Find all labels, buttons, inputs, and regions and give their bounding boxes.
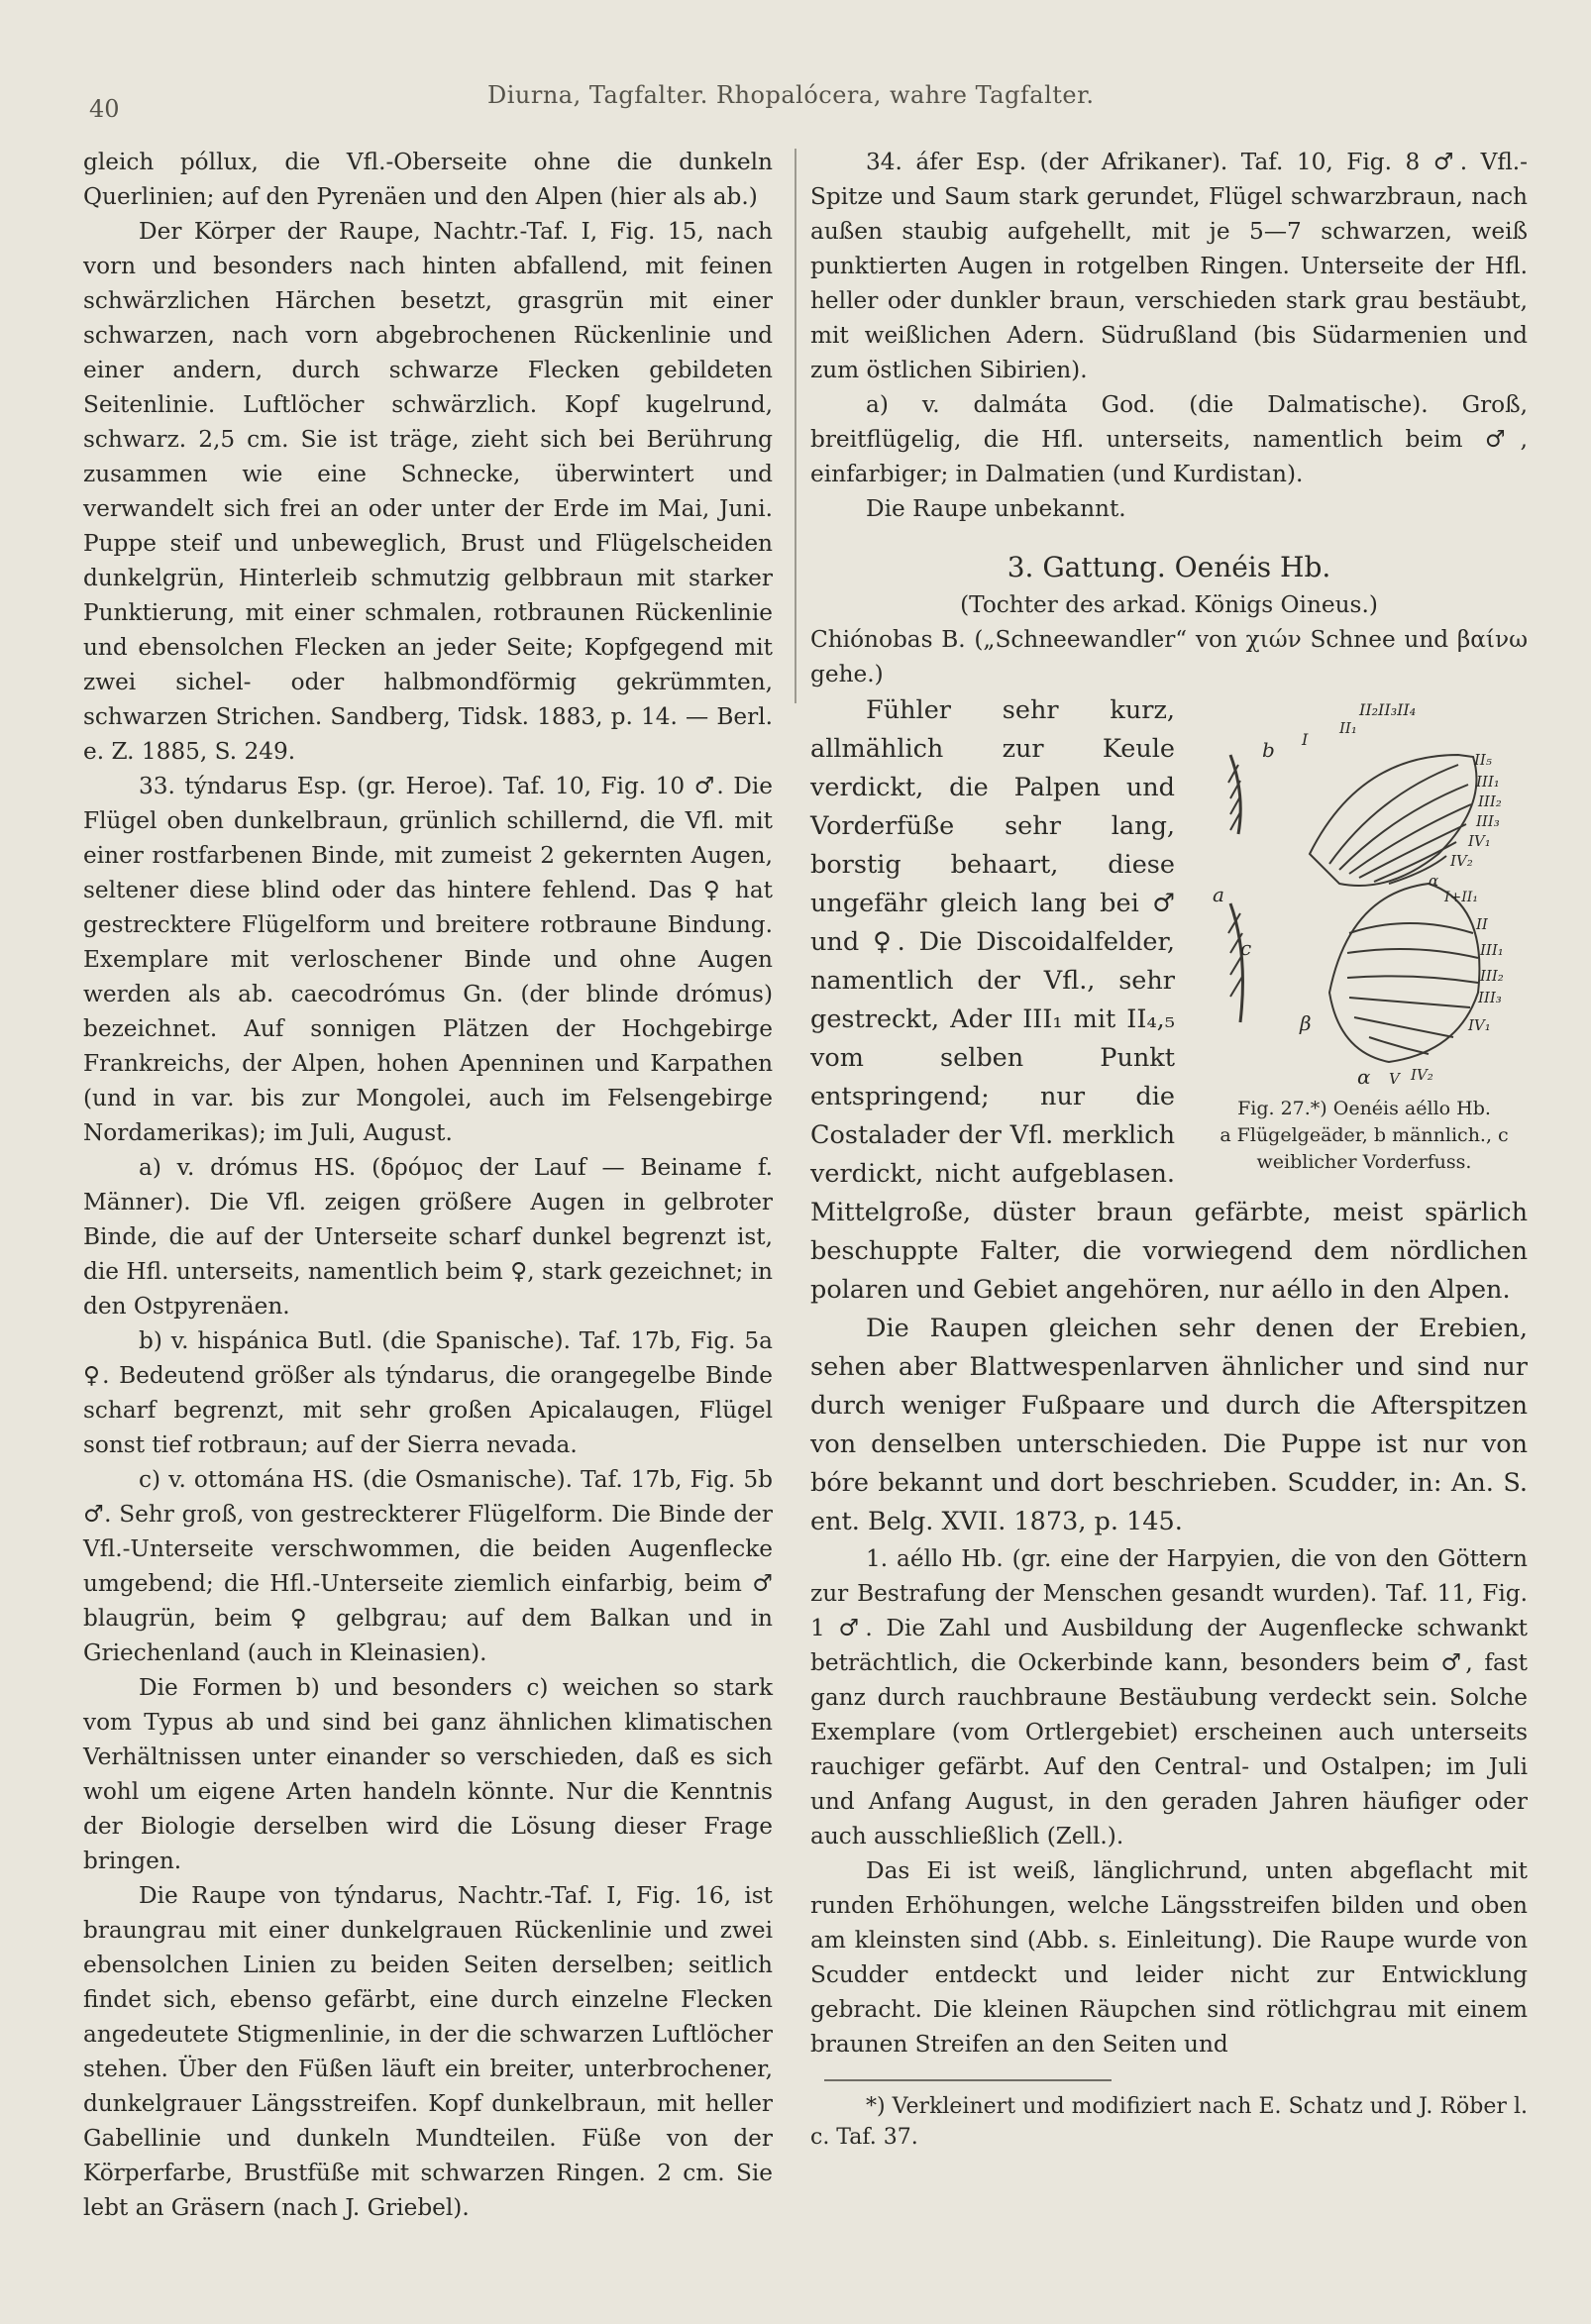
- left-column: [83, 145, 773, 2225]
- figure-label: III₃: [1478, 989, 1502, 1006]
- paragraph: 1. aéllo Hb. (gr. eine der Harpyien, die von den Göttern zur Bestrafung der Menschen gesandt wurden). Taf. 11, Fig. 1 ♂. Die Zahl und Ausbildung der Augenflecke schwankt beträchtlich, die Ockerbinde kann, besonders beim ♂, fast ganz durch rauchbraune Bestäubung verdeckt sein. Solche Exemplare (vom Ortlergebiet) erscheinen auch unterseits rauchiger gefärbt. Auf den Central- und Ostalpen; im Juli und Anfang August, in den geraden Jahren häufiger oder auch ausschließlich (Zell.).: [810, 1545, 1528, 1849]
- footnote: *) Verkleinert und modifiziert nach E. Schatz und J. Röber l. c. Taf. 37.: [810, 2093, 1528, 2150]
- paragraph: a) v. drómus HS. (δρόμος der Lauf — Beiname f. Männer). Die Vfl. zeigen größere Augen in gelbroter Binde, die auf der Unterseite scharf dunkel begrenzt ist, die Hfl. unterseits, namentlich beim ♀, stark gezeichnet; in den Ostpyrenäen.: [83, 1154, 773, 1320]
- page-number: 40: [89, 95, 120, 123]
- figure-label: III₁: [1476, 773, 1500, 791]
- paragraph: Der Körper der Raupe, Nachtr.-Taf. I, Fig. 15, nach vorn und besonders nach hinten abfallend, mit feinen schwärzlichen Härchen besetzt, grasgrün mit einer schwarzen, nach vorn abgebrochenen Rückenlinie und einer andern, durch schwarze Flecken gebildeten Seitenlinie. Luftlöcher schwärzlich. Kopf kugelrund, schwarz. 2,5 cm. Sie ist träge, zieht sich bei Berührung zusammen wie eine Schnecke, überwintert und verwandelt sich frei an oder unter der Erde im Mai, Juni. Puppe steif und unbeweglich, Brust und Flügelscheiden dunkelgrün, Hinterleib schmutzig gelbbraun mit starker Punktierung, mit einer schmalen, rotbraunen Rückenlinie und ebensolchen Flecken an jeder Seite; Kopfgegend mit zwei sichel- oder halbmondförmig gekrümmten, schwarzen Strichen. Sandberg, Tidsk. 1883, p. 14. — Berl. e. Z. 1885, S. 249.: [83, 218, 773, 765]
- figure-label: III₂: [1480, 967, 1504, 985]
- paragraph: b) v. hispánica Butl. (die Spanische). Taf. 17b, Fig. 5a ♀. Bedeutend größer als týndarus, die orangegelbe Binde scharf begrenzt, mit sehr großen Apicalaugen, Flügel sonst tief rotbraun; auf der Sierra nevada.: [83, 1327, 773, 1458]
- figure-label: II: [1476, 915, 1488, 933]
- figure-label: V: [1389, 1070, 1400, 1088]
- figure-label: I+II₁: [1444, 890, 1478, 905]
- paragraph: gleich póllux, die Vfl.-Oberseite ohne die dunkeln Querlinien; auf den Pyrenäen und den Alpen (hier als ab.): [83, 149, 773, 210]
- figure-label: II₅: [1474, 751, 1492, 769]
- caption-text: a Flügelgeäder, b männlich., c weiblicher Vorderfuss.: [1220, 1124, 1509, 1173]
- caption-title: Fig. 27.*) Oenéis aéllo Hb.: [1237, 1098, 1491, 1119]
- figure-label: III₂: [1478, 792, 1502, 810]
- figure-label: IV₁: [1468, 1016, 1491, 1034]
- figure-label: IV₂: [1411, 1066, 1433, 1084]
- figure-label: II₂II₃II₄: [1359, 700, 1417, 719]
- figure-label: α: [1429, 872, 1439, 890]
- figure-label: b: [1262, 738, 1275, 762]
- synonym-line: Chiónobas B. („Schneewandler“ von χιών Schnee und βαίνω gehe.): [810, 626, 1528, 687]
- wing-venation-diagram: [1191, 695, 1538, 1092]
- running-title: Diurna, Tagfalter. Rhopalócera, wahre Tagfalter.: [487, 81, 1095, 109]
- paragraph: Die Raupe unbekannt.: [866, 495, 1126, 522]
- column-divider: [795, 149, 796, 703]
- figure-caption: [1191, 1096, 1538, 1176]
- paragraph: Die Raupe von týndarus, Nachtr.-Taf. I, Fig. 16, ist braungrau mit einer dunkelgrauen Rückenlinie und zwei ebensolchen Linien zu beiden Seiten derselben; seitlich findet sich, ebenso gefärbt, eine durch einzelne Flecken angedeutete Stigmenlinie, in der die schwarzen Luftlöcher stehen. Über den Füßen läuft ein breiter, unterbrochener, dunkelgrauer Längsstreifen. Kopf dunkelbraun, mit heller Gabellinie und dunkeln Mundteilen. Füße von der Körperfarbe, Brustfüße mit schwarzen Ringen. 2 cm. Sie lebt an Gräsern (nach J. Griebel).: [83, 1882, 773, 2221]
- paragraph: a) v. dalmáta God. (die Dalmatische). Groß, breitflügelig, die Hfl. unterseits, namentlich beim ♂, einfarbiger; in Dalmatien (und Kurdistan).: [810, 391, 1528, 487]
- paragraph: 34. áfer Esp. (der Afrikaner). Taf. 10, Fig. 8 ♂. Vfl.-Spitze und Saum stark gerundet, Flügel schwarzbraun, nach außen staubig aufgehellt, mit je 5—7 schwarzen, weiß punktierten Augen in rotgelben Ringen. Unterseite der Hfl. heller oder dunkler braun, verschieden stark grau bestäubt, mit weißlichen Adern. Südrußland (bis Südarmenien und zum östlichen Sibirien).: [810, 149, 1528, 383]
- figure-label: α: [1357, 1065, 1371, 1089]
- right-column: [810, 145, 1528, 2153]
- genus-etymology: (Tochter des arkad. Königs Oineus.): [960, 591, 1378, 618]
- paragraph: c) v. ottomána HS. (die Osmanische). Taf. 17b, Fig. 5b ♂. Sehr groß, von gestreckterer Flügelform. Die Binde der Vfl.-Unterseite verschwommen, die beiden Augenflecke umgebend; die Hfl.-Unterseite ziemlich einfarbig, beim ♂ blaugrün, beim ♀ gelbgrau; auf dem Balkan und in Griechenland (auch in Kleinasien).: [83, 1466, 773, 1666]
- figure-label: IV₁: [1468, 832, 1491, 850]
- figure-label: a: [1213, 883, 1224, 906]
- figure-label: II₁: [1339, 719, 1357, 737]
- figure-label: III₁: [1480, 941, 1504, 959]
- paragraph: Fühler sehr kurz, allmählich zur Keule verdickt, die Palpen und Vorderfüße sehr lang, borstig behaart, diese ungefähr gleich lang bei ♂ und ♀. Die Discoidalfelder, namentlich der Vfl., sehr gestreckt, Ader III₁ mit II₄,₅ vom selben Punkt entspringend; nur die Costalader der Vfl. merklich verdickt, nicht aufgeblasen. Mittelgroße, düster braun gefärbte, meist spärlich beschuppte Falter, die vorwiegend dem nördlichen polaren und Gebiet angehören, nur aéllo in den Alpen.: [810, 695, 1528, 1305]
- genus-heading: 3. Gattung. Oenéis Hb.: [1007, 551, 1331, 583]
- figure-label: I: [1302, 730, 1309, 749]
- figure-27: [1191, 695, 1538, 1173]
- figure-label: c: [1240, 936, 1252, 960]
- figure-label: III₃: [1476, 812, 1500, 830]
- running-header: [89, 77, 1532, 123]
- footnote-rule: [824, 2079, 1112, 2081]
- figure-label: IV₂: [1450, 852, 1473, 870]
- paragraph: Das Ei ist weiß, länglichrund, unten abgeflacht mit runden Erhöhungen, welche Längsstreifen bilden und oben am kleinsten sind (Abb. s. Einleitung). Die Raupe wurde von Scudder entdeckt und leider nicht zur Entwicklung gebracht. Die kleinen Räupchen sind rötlichgrau mit einem braunen Streifen an den Seiten und: [810, 1857, 1528, 2058]
- paragraph: Die Formen b) und besonders c) weichen so stark vom Typus ab und sind bei ganz ähnlichen klimatischen Verhältnissen unter einander so verschieden, daß es sich wohl um eigene Arten handeln könnte. Nur die Kenntnis der Biologie derselben wird die Lösung dieser Frage bringen.: [83, 1674, 773, 1874]
- paragraph: Die Raupen gleichen sehr denen der Erebien, sehen aber Blattwespenlarven ähnlicher und sind nur durch weniger Fußpaare und durch die Afterspitzen von denselben unterschieden. Die Puppe ist nur von bóre bekannt und dort beschrieben. Scudder, in: An. S. ent. Belg. XVII. 1873, p. 145.: [810, 1314, 1528, 1536]
- paragraph: 33. týndarus Esp. (gr. Heroe). Taf. 10, Fig. 10 ♂. Die Flügel oben dunkelbraun, grünlich schillernd, die Vfl. mit einer rostfarbenen Binde, mit zumeist 2 gekernten Augen, seltener diese blind oder das hintere fehlend. Das ♀ hat gestrecktere Flügelform und breitere rotbraune Bindung. Exemplare mit verloschener Binde und ohne Augen werden als ab. caecodrómus Gn. (der blinde drómus) bezeichnet. Auf sonnigen Plätzen der Hochgebirge Frankreichs, der Alpen, hohen Apenninen und Karpathen (und in var. bis zur Mongolei, auch im Felsengebirge Nordamerikas); im Juli, August.: [83, 773, 773, 1146]
- figure-label: β: [1300, 1011, 1312, 1035]
